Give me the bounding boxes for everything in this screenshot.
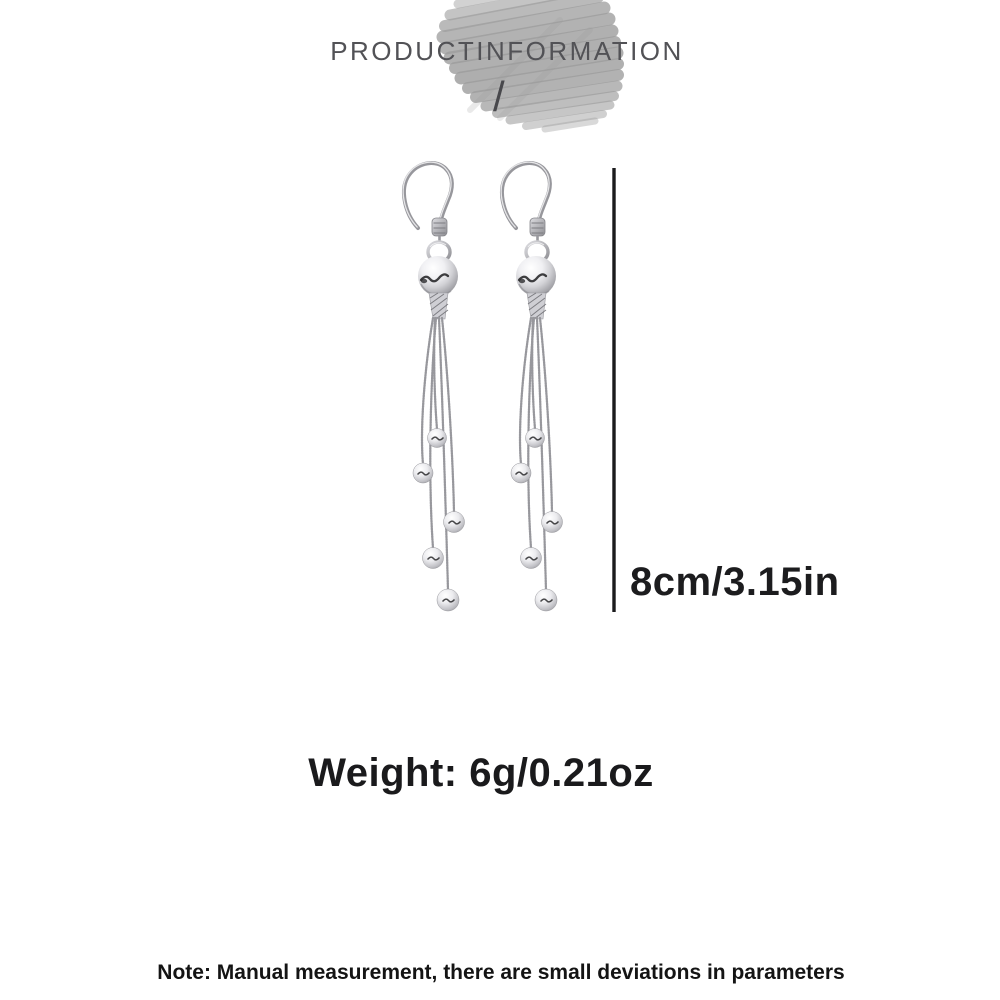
title-slash: /: [493, 73, 505, 120]
page-title: PRODUCTINFORMATION: [330, 36, 684, 66]
length-measurement-label: 8cm/3.15in: [630, 560, 840, 604]
earrings-image: [403, 162, 562, 611]
weight-label: Weight: 6g/0.21oz: [308, 751, 654, 795]
measurement-note: Note: Manual measurement, there are small deviations in parameters: [157, 961, 845, 984]
